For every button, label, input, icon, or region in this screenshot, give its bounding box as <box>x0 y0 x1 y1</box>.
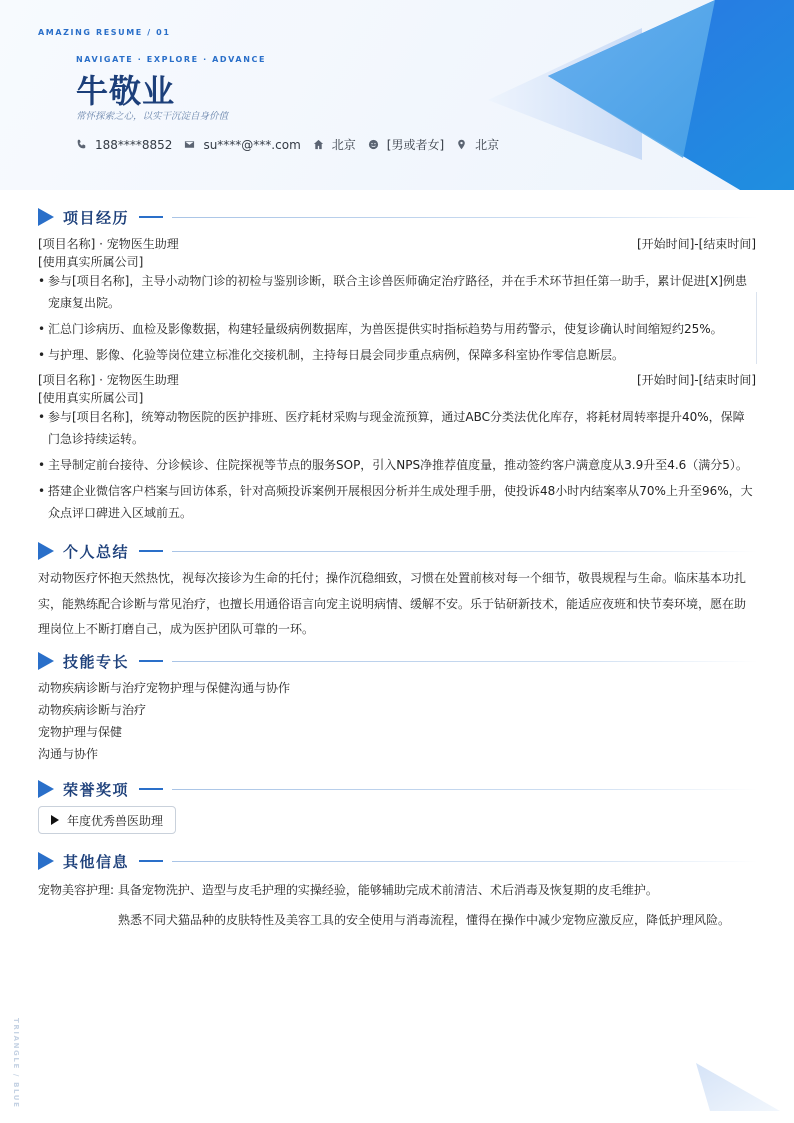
section-triangle-icon <box>38 852 54 870</box>
section-divider-line <box>172 861 758 862</box>
project-2-name: [项目名称] · 宠物医生助理 <box>38 373 179 387</box>
project-1-bullet-2: • 汇总门诊病历、血检及影像数据，构建轻量级病例数据库，为兽医提供实时指标趋势与用药警示，使复诊确认时间缩短约25%。 <box>38 322 723 336</box>
section-divider-line <box>172 551 758 552</box>
gender-icon <box>368 139 379 150</box>
section-other-title: 其他信息 <box>63 852 130 871</box>
section-projects-title: 项目经历 <box>63 208 130 227</box>
award-tag <box>38 806 176 834</box>
section-divider-line <box>172 789 758 790</box>
section-triangle-icon <box>38 780 54 798</box>
skill-item-1: 动物疾病诊断与治疗宠物护理与保健沟通与协作 <box>38 681 291 695</box>
section-divider-accent <box>139 860 163 862</box>
contact-email[interactable] <box>184 138 300 152</box>
section-triangle-icon <box>38 542 54 560</box>
mail-icon <box>184 139 195 150</box>
header-tagline: NAVIGATE · EXPLORE · ADVANCE <box>76 55 267 64</box>
contact-city <box>313 136 356 153</box>
contact-email-text: su****@***.com <box>203 137 301 152</box>
section-other-header <box>38 851 758 871</box>
project-1-bullet-1: • 参与[项目名称]，主导小动物门诊的初检与鉴别诊断，联合主诊兽医师确定治疗路径，并在手术环节担任第一助手，累计促进[X]例患宠康复出院。 <box>38 274 747 310</box>
resume-header <box>0 0 794 190</box>
section-skills-title: 技能专长 <box>63 652 130 671</box>
project-1-company: [使用真实所属公司] <box>38 255 144 269</box>
other-info-text-1: 具备宠物洗护、造型与皮毛护理的实操经验，能够辅助完成术前清洁、术后消毒及恢复期的皮毛维护。 <box>117 883 658 897</box>
vertical-footer-text: TRIANGLE / BLUE <box>12 1018 20 1109</box>
contact-location-text: 北京 <box>475 138 500 152</box>
project-2-bullet-3: • 搭建企业微信客户档案与回访体系，针对高频投诉案例开展根因分析并生成处理手册，使投诉48小时内结案率从70%上升至96%，大众点评口碑进入区域前五。 <box>38 484 753 520</box>
contact-phone-text: 188****8852 <box>95 137 173 152</box>
resume-top-tag: AMAZING RESUME / 01 <box>38 28 171 37</box>
side-rule <box>756 292 757 364</box>
section-divider-line <box>172 661 758 662</box>
section-projects-header <box>38 207 758 227</box>
project-2-bullet-2: • 主导制定前台接待、分诊候诊、住院探视等节点的服务SOP，引入NPS净推荐值度量，推动签约客户满意度从3.9升至4.6（满分5）。 <box>38 458 748 472</box>
section-triangle-icon <box>38 652 54 670</box>
section-divider-line <box>172 217 758 218</box>
play-triangle-icon <box>51 815 59 825</box>
section-divider-accent <box>139 788 163 790</box>
section-divider-accent <box>139 216 163 218</box>
summary-line-3: 理岗位上不断打磨自己，成为医护团队可靠的一环。 <box>38 622 315 636</box>
contact-phone[interactable] <box>76 138 172 152</box>
section-triangle-icon <box>38 208 54 226</box>
project-1-heading <box>38 235 756 252</box>
section-divider-accent <box>139 550 163 552</box>
contact-gender-text: [男或者女] <box>386 138 445 152</box>
section-awards-title: 荣誉奖项 <box>63 780 130 799</box>
section-summary-header <box>38 541 758 561</box>
candidate-motto: 常怀探索之心，以实干沉淀自身价值 <box>76 111 229 122</box>
other-info-label: 宠物美容护理: <box>38 883 118 897</box>
contact-location <box>456 136 499 153</box>
footer-triangle-decoration <box>690 1058 794 1123</box>
project-1-bullet-3: • 与护理、影像、化验等岗位建立标准化交接机制，主持每日晨会同步重点病例，保障多科室协作零信息断层。 <box>38 348 625 362</box>
project-1-date: [开始时间]-[结束时间] <box>636 237 756 251</box>
summary-paragraph <box>38 566 754 643</box>
candidate-name: 牛敬业 <box>76 72 176 110</box>
section-skills-header <box>38 651 758 671</box>
summary-line-1: 对动物医疗怀抱天然热忱，视每次接诊为生命的托付；操作沉稳细致，习惯在处置前核对每一个细节，敬畏规程与生命。临床基本功扎 <box>38 571 747 585</box>
contact-city-text: 北京 <box>331 138 356 152</box>
section-divider-accent <box>139 660 163 662</box>
other-info-line-2: 熟悉不同犬猫品种的皮肤特性及美容工具的安全使用与消毒流程，懂得在操作中减少宠物应激反应，降低护理风险。 <box>118 913 731 927</box>
home-icon <box>313 139 324 150</box>
skill-item-3: 宠物护理与保健 <box>38 725 123 739</box>
other-info-line-1 <box>38 881 754 898</box>
project-2-company: [使用真实所属公司] <box>38 391 144 405</box>
project-1-name: [项目名称] · 宠物医生助理 <box>38 237 179 251</box>
section-awards-header <box>38 779 758 799</box>
project-2-bullet-1: • 参与[项目名称]，统筹动物医院的医护排班、医疗耗材采购与现金流预算，通过ABC分类法优化库存，将耗材周转率提升40%，保障门急诊持续运转。 <box>38 410 745 446</box>
contact-row <box>76 136 511 153</box>
location-pin-icon <box>456 139 467 150</box>
phone-icon <box>76 139 87 150</box>
skill-item-2: 动物疾病诊断与治疗 <box>38 703 147 717</box>
project-2-date: [开始时间]-[结束时间] <box>636 373 756 387</box>
award-tag-label: 年度优秀兽医助理 <box>67 813 164 828</box>
contact-gender <box>368 136 444 153</box>
summary-line-2: 实，能熟练配合诊断与常见治疗，也擅长用通俗语言向宠主说明病情、缓解不安。乐于钻研新技术，能适应夜班和快节奏环境，愿在助 <box>38 596 747 611</box>
project-2-heading <box>38 371 756 388</box>
skill-item-4: 沟通与协作 <box>38 747 99 761</box>
section-summary-title: 个人总结 <box>63 542 130 561</box>
